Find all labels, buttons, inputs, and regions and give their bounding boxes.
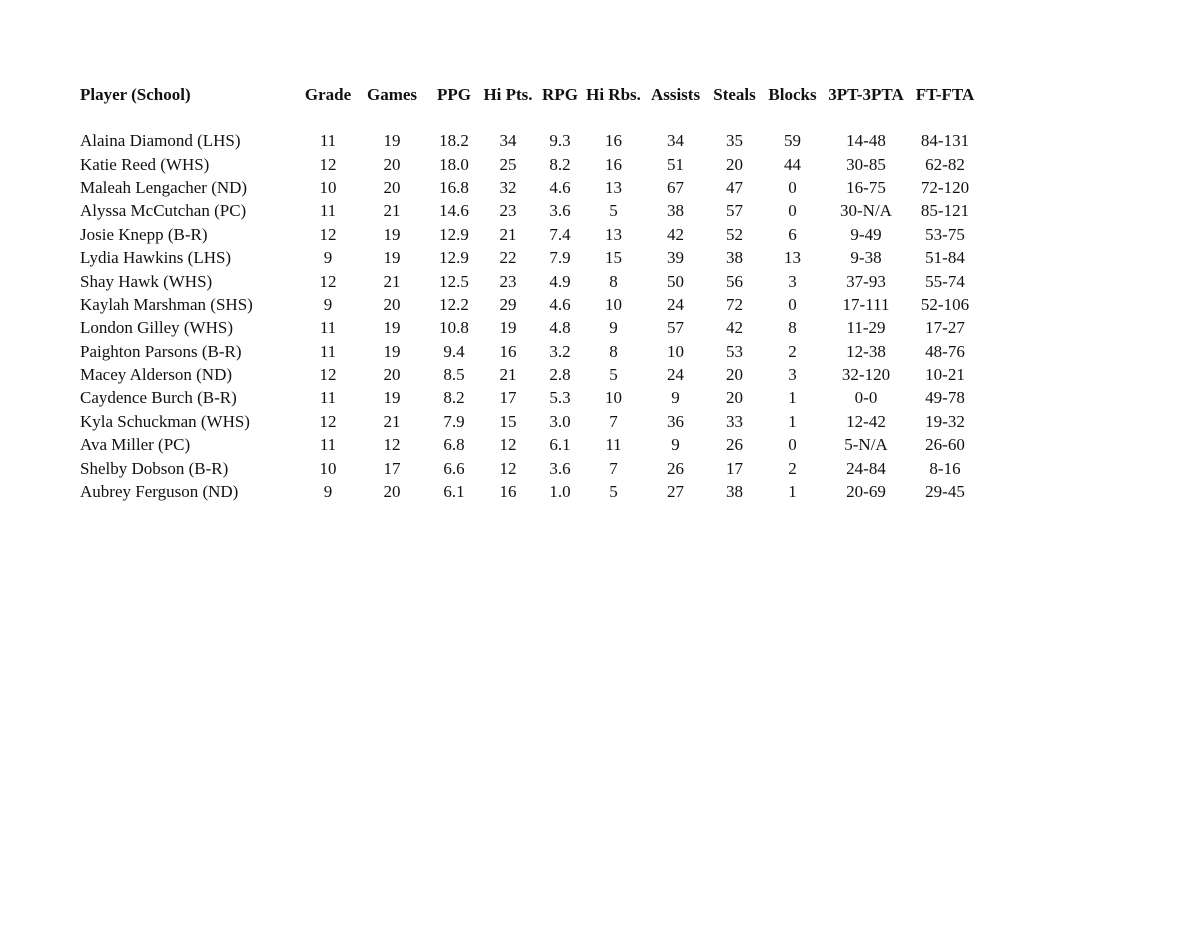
stat-cell: 0 (788, 294, 797, 314)
stat-cell: 7.9 (549, 248, 571, 268)
stat-cell: 9.3 (549, 131, 571, 151)
stat-cell: 8-16 (929, 458, 961, 478)
stat-cell: 49-78 (925, 388, 965, 408)
stat-cell: 6.1 (549, 435, 571, 455)
table-row (80, 246, 980, 269)
player-name-cell: Alyssa McCutchan (PC) (80, 201, 247, 221)
stat-cell: 17 (383, 458, 401, 478)
column-header: Grade (304, 84, 352, 104)
stat-cell: 44 (784, 154, 801, 174)
stat-cell: 51-84 (925, 248, 965, 268)
stat-cell: 8 (609, 341, 618, 361)
table-header (80, 82, 980, 106)
table-row (80, 363, 980, 386)
stat-cell: 20 (383, 482, 401, 502)
column-header: Games (366, 84, 418, 104)
stat-cell: 3.2 (549, 341, 571, 361)
stat-cell: 9 (323, 248, 333, 268)
stat-cell: 24 (667, 294, 684, 314)
stat-cell: 30-85 (846, 154, 886, 174)
column-header: Blocks (768, 84, 817, 104)
player-name-cell: Paighton Parsons (B-R) (80, 341, 242, 361)
stat-cell: 85-121 (920, 201, 970, 221)
table-row (80, 152, 980, 175)
stat-cell: 0 (788, 177, 797, 197)
stat-cell: 10 (319, 458, 337, 478)
player-name-cell: Shelby Dobson (B-R) (80, 458, 229, 478)
stat-cell: 20-69 (846, 482, 886, 502)
stat-cell: 7.9 (443, 411, 465, 431)
stat-cell: 5 (609, 201, 618, 221)
table-row (80, 199, 980, 222)
table-row (80, 456, 980, 479)
stat-cell: 72 (726, 294, 743, 314)
stat-cell: 7.4 (549, 224, 571, 244)
stat-cell: 33 (726, 411, 743, 431)
stat-cell: 5 (609, 365, 618, 385)
stat-cell: 21 (383, 271, 401, 291)
stat-cell: 19 (383, 388, 401, 408)
stat-cell: 11 (319, 318, 337, 338)
stat-cell: 4.6 (549, 294, 571, 314)
stat-cell: 48-76 (925, 341, 965, 361)
column-header: Assists (650, 84, 701, 104)
stat-cell: 12.9 (439, 224, 469, 244)
stat-cell: 6 (788, 224, 797, 244)
stat-cell: 9 (323, 482, 333, 502)
stat-cell: 36 (667, 411, 684, 431)
stat-cell: 7 (609, 458, 618, 478)
stat-cell: 3 (788, 365, 797, 385)
player-name-cell: Kyla Schuckman (WHS) (80, 411, 250, 431)
stat-cell: 9.4 (443, 341, 465, 361)
stat-cell: 39 (667, 248, 684, 268)
stat-cell: 9 (671, 435, 680, 455)
stat-cell: 35 (726, 131, 743, 151)
stat-cell: 0 (788, 435, 797, 455)
stat-cell: 19 (383, 131, 401, 151)
stat-cell: 38 (726, 248, 743, 268)
table-row (80, 316, 980, 339)
stat-cell: 3.6 (549, 201, 571, 221)
stat-cell: 20 (383, 177, 401, 197)
stat-cell: 12 (319, 411, 337, 431)
stat-cell: 1.0 (549, 482, 571, 502)
stat-cell: 17 (499, 388, 517, 408)
stat-cell: 16-75 (846, 177, 886, 197)
stat-cell: 51 (667, 154, 684, 174)
stat-cell: 57 (726, 201, 743, 221)
column-header: PPG (437, 84, 471, 104)
stat-cell: 8.2 (549, 154, 571, 174)
stat-cell: 52 (726, 224, 743, 244)
stat-cell: 20 (383, 365, 401, 385)
table-row (80, 480, 980, 503)
stat-cell: 4.8 (549, 318, 571, 338)
stat-cell: 4.6 (549, 177, 571, 197)
stat-cell: 19-32 (925, 411, 965, 431)
player-name-cell: Caydence Burch (B-R) (80, 388, 237, 408)
stat-cell: 8 (609, 271, 618, 291)
stat-cell: 50 (667, 271, 684, 291)
stat-cell: 6.1 (443, 482, 465, 502)
stat-cell: 20 (726, 388, 743, 408)
stat-cell: 17 (726, 458, 743, 478)
stat-cell: 12 (499, 435, 517, 455)
stat-cell: 12 (319, 154, 337, 174)
player-name-cell: Kaylah Marshman (SHS) (80, 294, 253, 314)
stat-cell: 13 (605, 224, 622, 244)
stat-cell: 59 (784, 131, 801, 151)
stat-cell: 72-120 (920, 177, 970, 197)
table-body (80, 106, 980, 503)
stat-cell: 24 (667, 365, 684, 385)
stat-cell: 1 (788, 482, 797, 502)
stat-cell: 16 (605, 131, 622, 151)
table-row (80, 410, 980, 433)
stat-cell: 2 (788, 341, 797, 361)
stat-cell: 11 (319, 131, 337, 151)
stat-cell: 23 (499, 201, 517, 221)
stat-cell: 5 (609, 482, 618, 502)
player-name-cell: Aubrey Ferguson (ND) (80, 482, 239, 502)
stat-cell: 11 (319, 388, 337, 408)
stat-cell: 20 (383, 154, 401, 174)
table-row (80, 340, 980, 363)
stat-cell: 19 (383, 341, 401, 361)
stat-cell: 8 (788, 318, 797, 338)
stat-cell: 21 (383, 411, 401, 431)
stat-cell: 11 (319, 341, 337, 361)
stat-cell: 15 (499, 411, 517, 431)
stat-cell: 29 (499, 294, 517, 314)
stat-cell: 12 (383, 435, 401, 455)
stat-cell: 16.8 (439, 177, 469, 197)
column-header: RPG (542, 84, 578, 104)
stat-cell: 38 (667, 201, 684, 221)
table-row (80, 269, 980, 292)
table-row (80, 386, 980, 409)
stat-cell: 37-93 (846, 271, 886, 291)
stat-cell: 16 (605, 154, 622, 174)
stat-cell: 9-49 (850, 224, 882, 244)
table-row (80, 293, 980, 316)
stat-cell: 42 (726, 318, 743, 338)
stat-cell: 55-74 (925, 271, 965, 291)
stat-cell: 20 (383, 294, 401, 314)
stat-cell: 11 (319, 201, 337, 221)
stat-cell: 34 (667, 131, 684, 151)
stat-cell: 15 (605, 248, 622, 268)
stat-cell: 21 (499, 365, 517, 385)
player-name-cell: Shay Hawk (WHS) (80, 271, 213, 291)
table-row (80, 433, 980, 456)
stat-cell: 3 (788, 271, 797, 291)
stat-cell: 4.9 (549, 271, 571, 291)
stat-cell: 2.8 (549, 365, 571, 385)
stat-cell: 67 (667, 177, 684, 197)
table-row (80, 223, 980, 246)
stat-cell: 13 (784, 248, 801, 268)
player-name-cell: Ava Miller (PC) (80, 435, 191, 455)
stat-cell: 30-N/A (840, 201, 892, 221)
stat-cell: 8.5 (443, 365, 465, 385)
stat-cell: 32 (499, 177, 517, 197)
stat-cell: 12 (499, 458, 517, 478)
column-header: FT-FTA (915, 84, 975, 104)
stat-cell: 19 (383, 248, 401, 268)
stat-cell: 18.2 (439, 131, 469, 151)
stat-cell: 10.8 (439, 318, 469, 338)
stat-cell: 9 (323, 294, 333, 314)
stat-cell: 21 (499, 224, 517, 244)
stat-cell: 19 (499, 318, 517, 338)
stat-cell: 0-0 (854, 388, 878, 408)
header-spacer (80, 106, 980, 129)
spacer-cell (80, 106, 980, 129)
player-name-cell: Josie Knepp (B-R) (80, 224, 208, 244)
stat-cell: 12 (319, 365, 337, 385)
stat-cell: 84-131 (920, 131, 970, 151)
stat-cell: 17-111 (842, 294, 890, 314)
stat-cell: 9-38 (850, 248, 882, 268)
stat-cell: 0 (788, 201, 797, 221)
stat-cell: 10 (605, 294, 622, 314)
stat-cell: 2 (788, 458, 797, 478)
stat-cell: 47 (726, 177, 743, 197)
stat-cell: 26-60 (925, 435, 965, 455)
stat-cell: 1 (788, 411, 797, 431)
stat-cell: 62-82 (925, 154, 965, 174)
stat-cell: 34 (499, 131, 517, 151)
stat-cell: 56 (726, 271, 743, 291)
stat-cell: 32-120 (841, 365, 891, 385)
column-header: Steals (713, 84, 756, 104)
stat-cell: 10 (667, 341, 684, 361)
stat-cell: 10-21 (925, 365, 965, 385)
stat-cell: 12-42 (846, 411, 886, 431)
stat-cell: 57 (667, 318, 684, 338)
stat-cell: 27 (667, 482, 684, 502)
column-header: Hi Rbs. (586, 84, 641, 104)
stat-cell: 21 (383, 201, 401, 221)
stat-cell: 10 (605, 388, 622, 408)
stat-cell: 10 (319, 177, 337, 197)
stat-cell: 5.3 (549, 388, 571, 408)
stat-cell: 6.8 (443, 435, 465, 455)
stat-cell: 24-84 (846, 458, 886, 478)
column-header: Hi Pts. (483, 84, 533, 104)
stat-cell: 11 (319, 435, 337, 455)
table-row (80, 176, 980, 199)
stat-cell: 19 (383, 224, 401, 244)
stat-cell: 16 (499, 482, 517, 502)
stat-cell: 12.5 (439, 271, 469, 291)
stat-cell: 26 (667, 458, 684, 478)
stat-cell: 19 (383, 318, 401, 338)
stat-cell: 11 (605, 435, 622, 455)
stat-cell: 20 (726, 154, 743, 174)
stat-cell: 23 (499, 271, 517, 291)
stat-cell: 38 (726, 482, 743, 502)
stat-cell: 3.0 (549, 411, 571, 431)
player-name-cell: Katie Reed (WHS) (80, 154, 210, 174)
player-name-cell: London Gilley (WHS) (80, 318, 233, 338)
stat-cell: 14.6 (439, 201, 469, 221)
stat-cell: 9 (609, 318, 618, 338)
stat-cell: 12.2 (439, 294, 469, 314)
stat-cell: 6.6 (443, 458, 465, 478)
player-name-cell: Alaina Diamond (LHS) (80, 131, 241, 151)
stat-cell: 1 (788, 388, 797, 408)
player-stats-table (80, 82, 980, 503)
stat-cell: 53-75 (925, 224, 965, 244)
header-row (80, 82, 980, 106)
stat-cell: 17-27 (925, 318, 965, 338)
stat-cell: 22 (499, 248, 517, 268)
stat-cell: 12 (319, 224, 337, 244)
stat-cell: 25 (499, 154, 517, 174)
stat-cell: 8.2 (443, 388, 465, 408)
stat-cell: 3.6 (549, 458, 571, 478)
player-name-cell: Macey Alderson (ND) (80, 365, 233, 385)
stat-cell: 5-N/A (844, 435, 888, 455)
stat-cell: 42 (667, 224, 684, 244)
column-header: 3PT-3PTA (828, 84, 904, 104)
stat-cell: 12-38 (846, 341, 886, 361)
stat-cell: 12.9 (439, 248, 469, 268)
column-header: Player (School) (80, 84, 191, 104)
stat-cell: 20 (726, 365, 743, 385)
stat-cell: 13 (605, 177, 622, 197)
stat-cell: 11-29 (846, 318, 886, 338)
stat-cell: 12 (319, 271, 337, 291)
table-row (80, 129, 980, 152)
stat-cell: 7 (609, 411, 618, 431)
stat-cell: 53 (726, 341, 743, 361)
stat-cell: 14-48 (846, 131, 886, 151)
stat-cell: 52-106 (920, 294, 970, 314)
stat-cell: 29-45 (925, 482, 965, 502)
player-name-cell: Lydia Hawkins (LHS) (80, 248, 232, 268)
stat-cell: 18.0 (439, 154, 469, 174)
stat-cell: 26 (726, 435, 743, 455)
player-name-cell: Maleah Lengacher (ND) (80, 177, 248, 197)
stat-cell: 9 (671, 388, 680, 408)
stat-cell: 16 (499, 341, 517, 361)
